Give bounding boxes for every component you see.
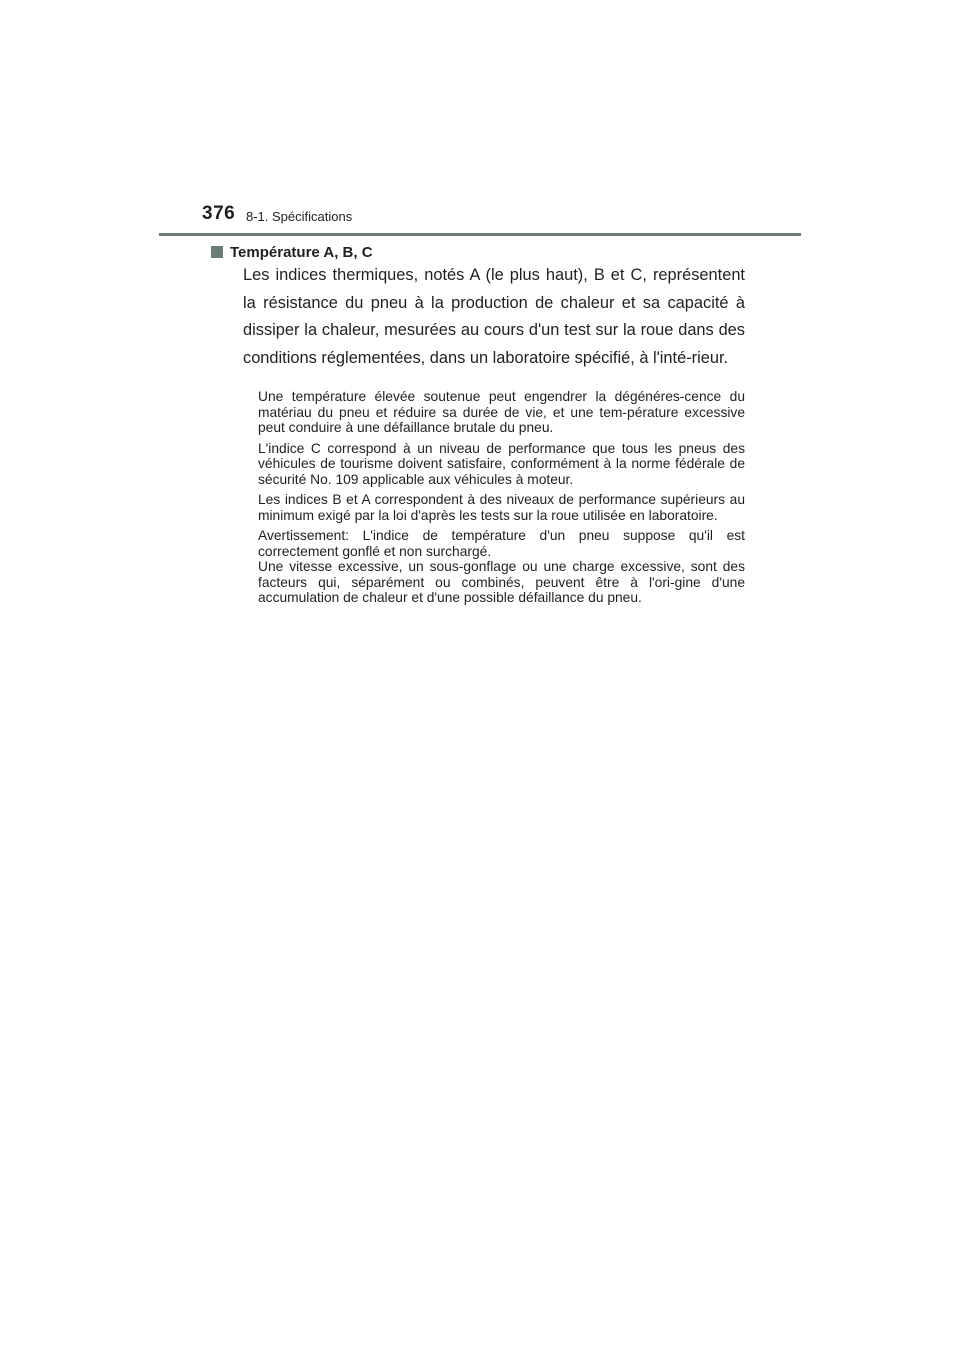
header-divider xyxy=(159,233,801,236)
page-number: 376 xyxy=(202,203,236,224)
notes-block xyxy=(258,389,745,611)
note-paragraph: Une température élevée soutenue peut engendrer la dégénéres-cence du matériau du pneu et réduire sa durée de vie, et une tem-pérature excessive peut conduire à une défaillance brutale du pneu. xyxy=(258,389,745,435)
note-paragraph: Les indices B et A correspondent à des niveaux de performance supérieurs au minimum exigé par la loi d'après les tests sur la roue utilisée en laboratoire. xyxy=(258,492,745,523)
subsection-heading xyxy=(211,243,373,263)
square-bullet-icon xyxy=(211,246,223,258)
intro-paragraph: Les indices thermiques, notés A (le plus haut), B et C, représentent la résistance du pneu à la production de chaleur et sa capacité à dissiper la chaleur, mesurées au cours d'un test sur la roue dans des conditions réglementées, dans un laboratoire spécifié, à l'inté-rieur. xyxy=(243,266,745,367)
note-paragraph: L'indice C correspond à un niveau de performance que tous les pneus des véhicules de tourisme doivent satisfaire, conformément à la norme fédérale de sécurité No. 109 applicable aux véhicules à moteur. xyxy=(258,440,745,487)
note-paragraph: Avertissement: L'indice de température d'un pneu suppose qu'il est correctement gonflé et non surchargé. Une vitesse excessive, un sous-gonflage ou une charge excessive, sont des facteurs qui, séparément ou combinés, peuvent être à l'ori-gine d'une accumulation de chaleur et d'une possible défaillance du pneu. xyxy=(258,528,745,605)
section-title: 8-1. Spécifications xyxy=(246,209,353,224)
subsection-heading-text: Température A, B, C xyxy=(230,244,373,261)
